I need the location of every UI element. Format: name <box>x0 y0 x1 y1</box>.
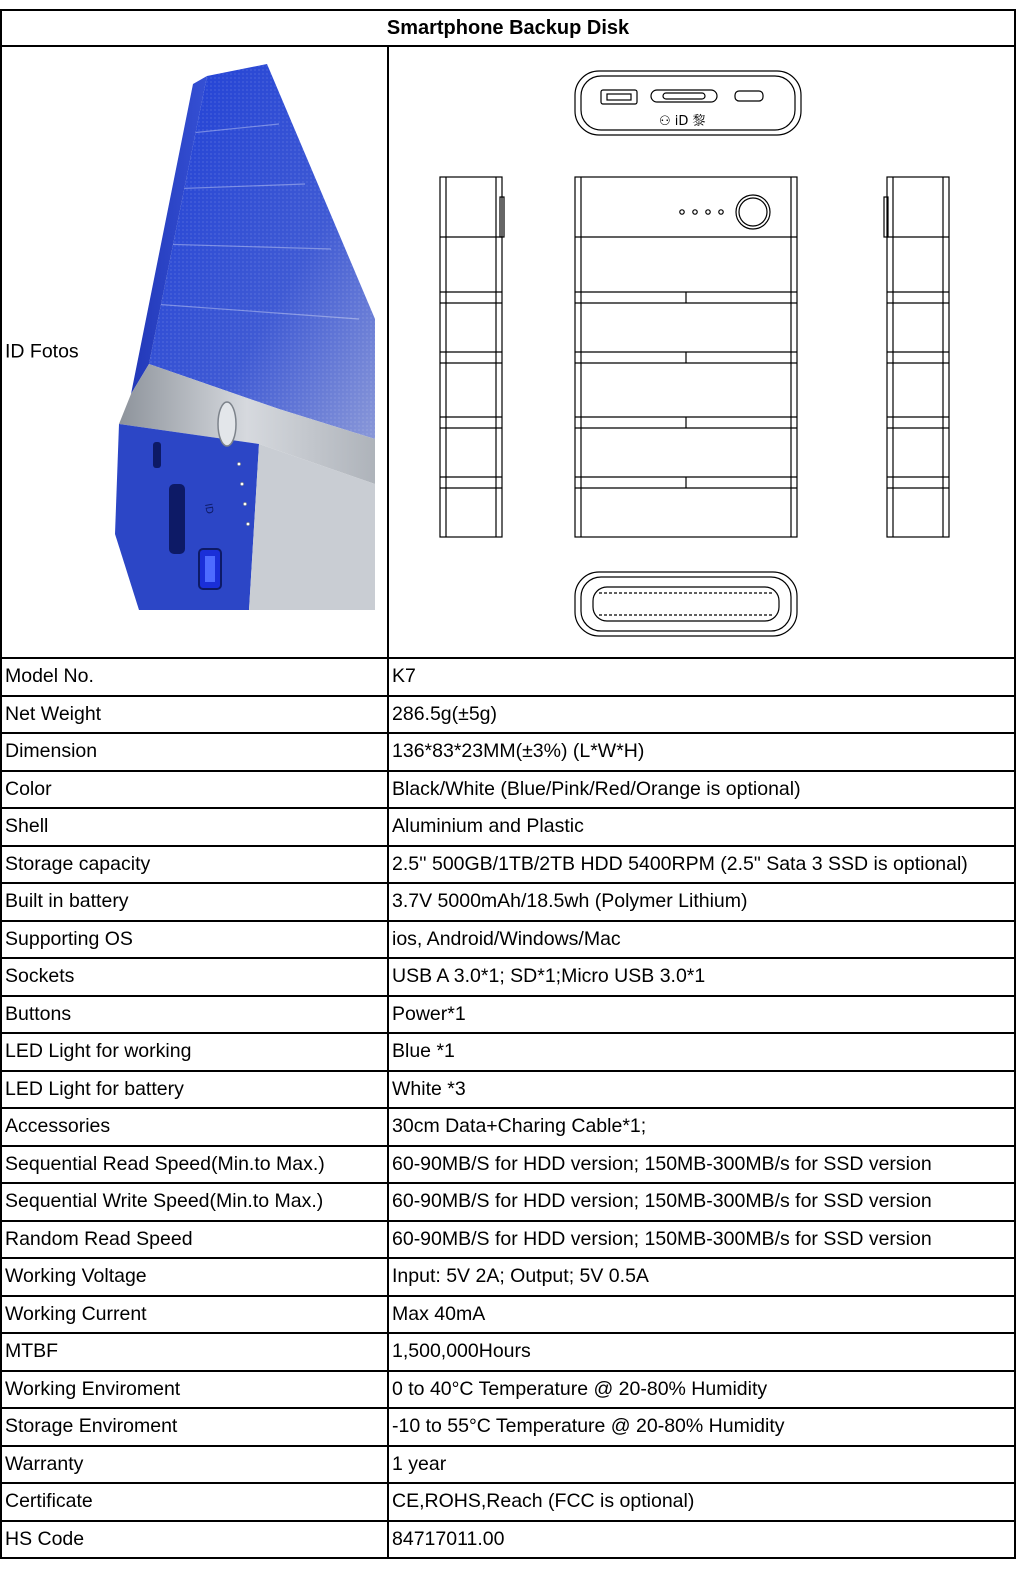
spec-label: Dimension <box>1 733 388 771</box>
spec-row <box>1 958 1015 996</box>
spec-value: 60-90MB/S for HDD version; 150MB-300MB/s for SSD version <box>388 1183 1015 1221</box>
spec-row <box>1 1333 1015 1371</box>
spec-label: Buttons <box>1 996 388 1034</box>
spec-value: K7 <box>388 658 1015 696</box>
technical-drawing <box>389 47 1014 657</box>
spec-row <box>1 1371 1015 1409</box>
id-fotos-label: ID Fotos <box>5 340 79 363</box>
spec-value: 2.5'' 500GB/1TB/2TB HDD 5400RPM (2.5" Sata 3 SSD is optional) <box>388 846 1015 884</box>
spec-label: Color <box>1 771 388 809</box>
spec-label: Certificate <box>1 1483 388 1521</box>
spec-value: USB A 3.0*1; SD*1;Micro USB 3.0*1 <box>388 958 1015 996</box>
spec-row <box>1 883 1015 921</box>
spec-value: Aluminium and Plastic <box>388 808 1015 846</box>
front-view <box>575 177 797 537</box>
title-row <box>1 10 1015 46</box>
spec-row <box>1 808 1015 846</box>
spec-value: -10 to 55°C Temperature @ 20-80% Humidity <box>388 1408 1015 1446</box>
spec-row <box>1 996 1015 1034</box>
spec-label: LED Light for battery <box>1 1071 388 1109</box>
spec-label: Supporting OS <box>1 921 388 959</box>
spec-row <box>1 1296 1015 1334</box>
spec-value: Black/White (Blue/Pink/Red/Orange is optional) <box>388 771 1015 809</box>
spec-label: Sequential Read Speed(Min.to Max.) <box>1 1146 388 1184</box>
spec-value: 30cm Data+Charing Cable*1; <box>388 1108 1015 1146</box>
spec-value: 1,500,000Hours <box>388 1333 1015 1371</box>
spec-label: Storage Enviroment <box>1 1408 388 1446</box>
top-end-view <box>575 71 801 135</box>
svg-text:⚇ iD 黎: ⚇ iD 黎 <box>659 114 706 129</box>
right-side-view <box>884 177 949 537</box>
spec-label: Sequential Write Speed(Min.to Max.) <box>1 1183 388 1221</box>
spec-value: 3.7V 5000mAh/18.5wh (Polymer Lithium) <box>388 883 1015 921</box>
spec-label: LED Light for working <box>1 1033 388 1071</box>
spec-value: 84717011.00 <box>388 1521 1015 1559</box>
spec-value: Power*1 <box>388 996 1015 1034</box>
spec-value: White *3 <box>388 1071 1015 1109</box>
spec-label: MTBF <box>1 1333 388 1371</box>
spec-row <box>1 1221 1015 1259</box>
sheet-title: Smartphone Backup Disk <box>1 10 1015 46</box>
spec-label: Built in battery <box>1 883 388 921</box>
spec-label: HS Code <box>1 1521 388 1559</box>
spec-label: Net Weight <box>1 696 388 734</box>
spec-row <box>1 696 1015 734</box>
spec-row <box>1 1071 1015 1109</box>
spec-row <box>1 658 1015 696</box>
spec-label: Warranty <box>1 1446 388 1484</box>
spec-label: Random Read Speed <box>1 1221 388 1259</box>
spec-value: ios, Android/Windows/Mac <box>388 921 1015 959</box>
drawing-cell <box>388 46 1015 658</box>
photo-row <box>1 46 1015 658</box>
spec-row <box>1 1258 1015 1296</box>
spec-value: 60-90MB/S for HDD version; 150MB-300MB/s for SSD version <box>388 1146 1015 1184</box>
spec-value: 1 year <box>388 1446 1015 1484</box>
spec-row <box>1 1033 1015 1071</box>
left-side-view <box>440 177 504 537</box>
product-photo <box>109 64 375 610</box>
spec-row <box>1 1183 1015 1221</box>
spec-label: Working Current <box>1 1296 388 1334</box>
photo-cell <box>1 46 388 658</box>
spec-label: Working Voltage <box>1 1258 388 1296</box>
spec-row <box>1 846 1015 884</box>
spec-label: Sockets <box>1 958 388 996</box>
spec-sheet-table <box>0 9 1016 1559</box>
spec-row <box>1 771 1015 809</box>
spec-value: Blue *1 <box>388 1033 1015 1071</box>
spec-row <box>1 1446 1015 1484</box>
spec-value: 60-90MB/S for HDD version; 150MB-300MB/s for SSD version <box>388 1221 1015 1259</box>
svg-text:ID: ID <box>202 502 215 516</box>
spec-row <box>1 921 1015 959</box>
spec-row <box>1 1408 1015 1446</box>
spec-row <box>1 1483 1015 1521</box>
spec-row <box>1 733 1015 771</box>
spec-value: 0 to 40°C Temperature @ 20-80% Humidity <box>388 1371 1015 1409</box>
bottom-end-view <box>575 572 797 636</box>
spec-label: Working Enviroment <box>1 1371 388 1409</box>
spec-value: 286.5g(±5g) <box>388 696 1015 734</box>
spec-value: 136*83*23MM(±3%) (L*W*H) <box>388 733 1015 771</box>
spec-value: Max 40mA <box>388 1296 1015 1334</box>
spec-label: Accessories <box>1 1108 388 1146</box>
spec-value: Input: 5V 2A; Output; 5V 0.5A <box>388 1258 1015 1296</box>
spec-label: Model No. <box>1 658 388 696</box>
spec-label: Storage capacity <box>1 846 388 884</box>
spec-label: Shell <box>1 808 388 846</box>
spec-row <box>1 1146 1015 1184</box>
spec-value: CE,ROHS,Reach (FCC is optional) <box>388 1483 1015 1521</box>
spec-row <box>1 1108 1015 1146</box>
spec-row <box>1 1521 1015 1559</box>
